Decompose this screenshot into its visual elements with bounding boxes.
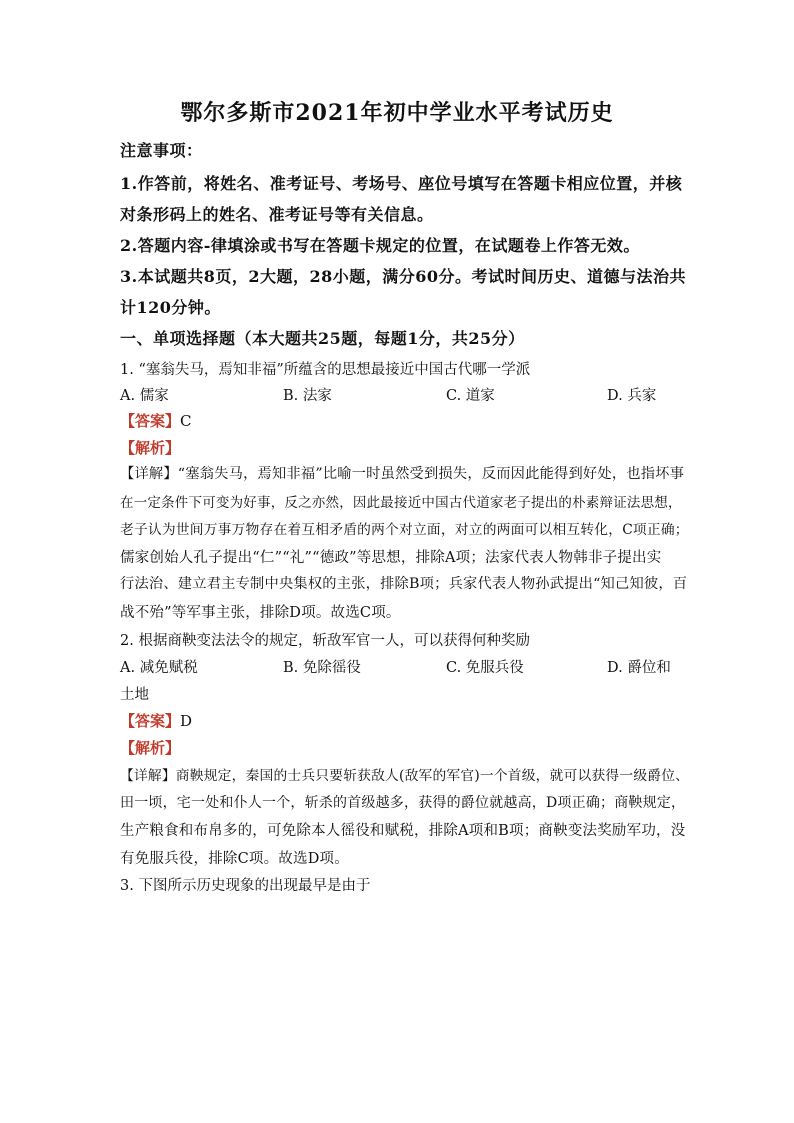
question-1-option-d: D. 兵家 bbox=[607, 388, 657, 404]
question-1-detail-line-4: 儒家创始人孔子提出“仁”“礼”“德政”等思想，排除A项；法家代表人物韩非子提出实 bbox=[120, 550, 662, 566]
answer-label: 【答案】 bbox=[120, 412, 181, 430]
question-2-analysis bbox=[120, 737, 680, 758]
question-2-option-d-overflow: 土地 bbox=[120, 687, 149, 703]
question-1-stem: 1. “塞翁失马，焉知非福”所蕴含的思想最接近中国古代哪一学派 bbox=[120, 362, 531, 378]
notice-line-4: 3.本试题共8页，2大题，28小题，满分60分。考试时间历史、道德与法治共 bbox=[120, 267, 687, 286]
analysis-label: 【解析】 bbox=[120, 739, 181, 757]
notice-heading: 注意事项： bbox=[120, 141, 203, 160]
question-1-detail-line-2: 在一定条件下可变为好事，反之亦然，因此最接近中国古代道家老子提出的朴素辩证法思想， bbox=[120, 495, 682, 511]
answer-label: 【答案】 bbox=[120, 712, 181, 730]
question-1-detail-line-3: 老子认为世间万事万物存在着互相矛盾的两个对立面，对立的两面可以相互转化，C项正确； bbox=[120, 522, 689, 538]
question-1-detail-line-5: 行法治、建立君主专制中央集权的主张，排除B项；兵家代表人物孙武提出“知己知彼，百 bbox=[120, 576, 688, 592]
question-3-stem: 3. 下图所示历史现象的出现最早是由于 bbox=[120, 878, 371, 894]
notice-line-1: 1.作答前，将姓名、准考证号、考场号、座位号填写在答题卡相应位置，并核 bbox=[120, 174, 683, 193]
question-1-option-c: C. 道家 bbox=[446, 388, 495, 404]
question-1-detail-line-1: 【详解】“塞翁失马，焉知非福”比喻一时虽然受到损失，反而因此能得到好处，也指坏事 bbox=[120, 466, 685, 482]
notice-line-3: 2.答题内容-律填涂或书写在答题卡规定的位置，在试题卷上作答无效。 bbox=[120, 236, 640, 255]
question-1-detail-line-6: 战不殆”等军事主张，排除D项。故选C项。 bbox=[120, 605, 401, 621]
notice-line-5: 计120分钟。 bbox=[120, 298, 221, 317]
page-title: 鄂尔多斯市2021年初中学业水平考试历史 bbox=[180, 100, 614, 126]
answer-value: C bbox=[180, 412, 192, 430]
question-2-option-b: B. 免除徭役 bbox=[283, 660, 361, 676]
question-2-detail-line-2: 田一顷，宅一处和仆人一个，斩杀的首级越多，获得的爵位就越高，D项正确；商鞅规定， bbox=[120, 795, 686, 811]
section-heading: 一、单项选择题（本大题共25题，每题1分，共25分） bbox=[120, 329, 525, 348]
question-2-detail-line-1: 【详解】商鞅规定，秦国的士兵只要斩获敌人(敌军的军官)一个首级，就可以获得一级爵位、 bbox=[120, 768, 690, 784]
analysis-label: 【解析】 bbox=[120, 439, 181, 457]
question-2-answer bbox=[120, 710, 680, 731]
question-2-stem: 2. 根据商鞅变法法令的规定，斩敌军官一人，可以获得何种奖励 bbox=[120, 633, 530, 649]
question-1-answer bbox=[120, 410, 680, 431]
answer-value: D bbox=[180, 712, 193, 730]
question-1-option-b: B. 法家 bbox=[283, 388, 332, 404]
question-1-analysis bbox=[120, 437, 680, 458]
question-2-detail-line-4: 有免服兵役，排除C项。故选D项。 bbox=[120, 851, 349, 867]
question-1-option-a: A. 儒家 bbox=[120, 388, 169, 404]
question-2-option-a: A. 减免赋税 bbox=[120, 660, 198, 676]
question-2-option-c: C. 免服兵役 bbox=[446, 660, 524, 676]
question-2-option-d: D. 爵位和 bbox=[607, 660, 671, 676]
question-2-detail-line-3: 生产粮食和布帛多的，可免除本人徭役和赋税，排除A项和B项；商鞅变法奖励军功，没 bbox=[120, 823, 686, 839]
notice-line-2: 对条形码上的姓名、准考证号等有关信息。 bbox=[120, 205, 434, 224]
